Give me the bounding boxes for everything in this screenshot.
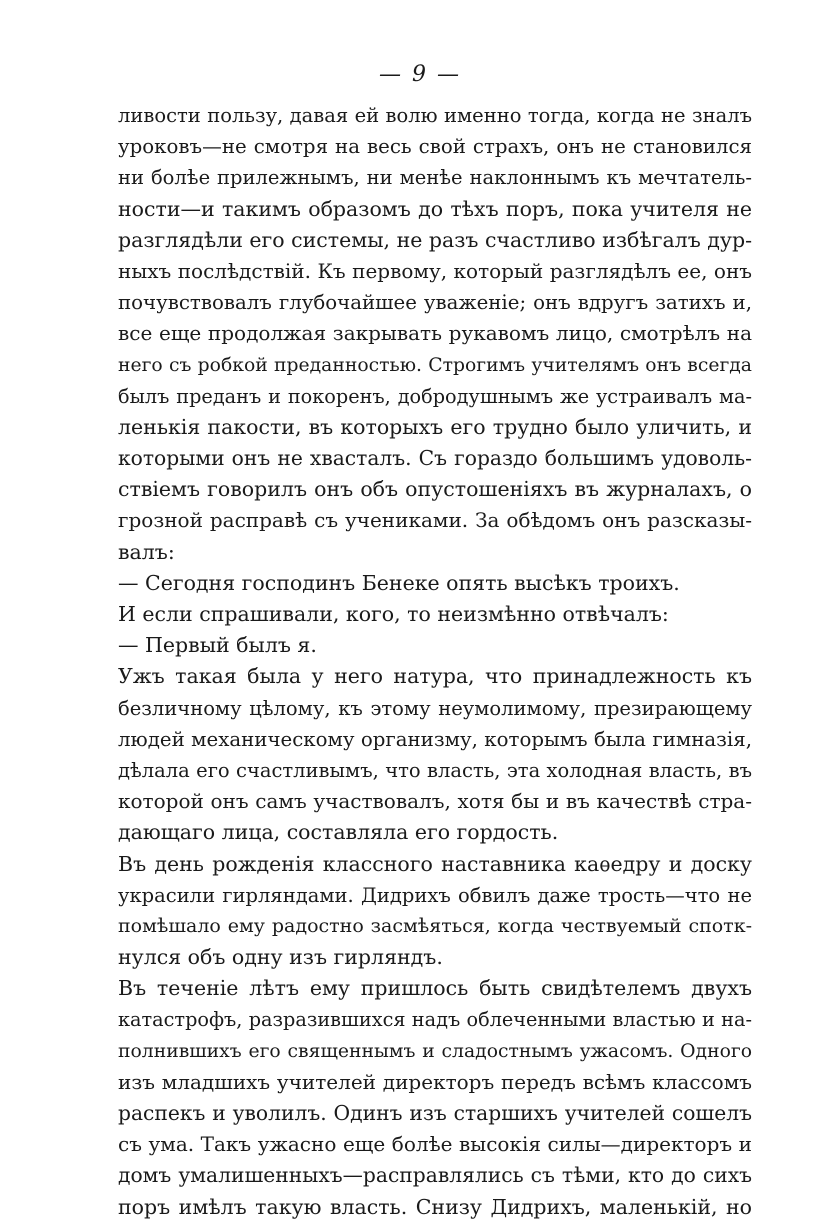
text-line: ни болѣе прилежнымъ, ни менѣе наклоннымъ къ мечтатель- [118, 166, 752, 190]
text-line: Въ теченіе лѣтъ ему пришлось быть свидѣтелемъ двухъ [118, 976, 752, 1001]
text-line: поръ имѣлъ такую власть. Снизу Дидрихъ, маленькій, но [118, 1194, 752, 1219]
text-line: которыми онъ не хвасталъ. Съ гораздо большимъ удоволь- [118, 446, 752, 471]
text-line: ленькія пакости, въ которыхъ его трудно было уличить, и [118, 414, 752, 439]
text-line: Ужъ такая была у него натура, что принадлежность къ [118, 664, 752, 689]
text-line: распекъ и уволилъ. Одинъ изъ старшихъ учителей сошелъ [118, 1101, 752, 1125]
text-line: ствіемъ говорилъ онъ объ опустошеніяхъ въ журналахъ, о [118, 477, 752, 502]
text-line: все еще продолжая закрывать рукавомъ лицо, смотрѣлъ на [118, 321, 752, 346]
text-line: дающаго лица, составляла его гордость. [118, 820, 559, 845]
text-line: уроковъ—не смотря на весь свой страхъ, онъ не становился [118, 135, 752, 159]
text-line: грозной расправѣ съ учениками. За обѣдомъ онъ разсказы- [118, 508, 752, 533]
text-line: — Первый былъ я. [118, 633, 317, 658]
text-line: почувствовалъ глубочайшее уваженіе; онъ вдругъ затихъ и, [118, 291, 752, 315]
text-line: него съ робкой преданностью. Строгимъ учителямъ онъ всегда [118, 354, 752, 376]
text-line: дѣлала его счастливымъ, что власть, эта холодная власть, въ [118, 758, 752, 782]
body-text [118, 100, 752, 1223]
text-line: ливости пользу, давая ей волю именно тогда, когда не зналъ [118, 104, 752, 127]
text-line: съ ума. Такъ ужасно еще болѣе высокія силы—директоръ и [118, 1132, 752, 1157]
text-line: катастрофъ, разразившихся надъ облеченными властью и на- [118, 1008, 752, 1032]
text-line: разглядѣли его системы, не разъ счастливо избѣгалъ дур- [118, 227, 752, 252]
text-line: И если спрашивали, кого, то неизмѣнно отвѣчалъ: [118, 602, 669, 626]
text-line: валъ: [118, 539, 175, 564]
text-line: — Сегодня господинъ Бенеке опять высѣкъ троихъ. [118, 570, 680, 595]
text-line: людей механическому организму, которымъ была гимназія, [118, 727, 752, 751]
text-line: помѣшало ему радостно засмѣяться, когда чествуемый спотк- [118, 914, 752, 937]
page-number: — 9 — [379, 62, 461, 87]
text-line: ности—и такимъ образомъ до тѣхъ поръ, пока учителя не [118, 196, 752, 221]
text-line: домъ умалишенныхъ—расправлялись съ тѣми, кто до сихъ [118, 1163, 752, 1188]
text-line: нулся объ одну изъ гирляндъ. [118, 945, 443, 970]
text-line: изъ младшихъ учителей директоръ передъ всѣмъ классомъ [118, 1069, 752, 1094]
text-line: безличному цѣлому, къ этому неумолимому, презирающему [118, 696, 752, 720]
text-line: ныхъ послѣдствій. Къ первому, который разглядѣлъ ее, онъ [118, 258, 752, 283]
text-line: украсили гирляндами. Дидрихъ обвилъ даже трость—что не [118, 883, 752, 907]
text-line: былъ преданъ и покоренъ, добродушнымъ же устраивалъ ма- [118, 384, 752, 408]
text-line: полнившихъ его священнымъ и сладостнымъ ужасомъ. Одного [118, 1040, 752, 1062]
text-line: Въ день рожденія классного наставника каѳедру и доску [118, 851, 752, 876]
text-line: которой онъ самъ участвовалъ, хотя бы и въ качествѣ стра- [118, 789, 752, 814]
